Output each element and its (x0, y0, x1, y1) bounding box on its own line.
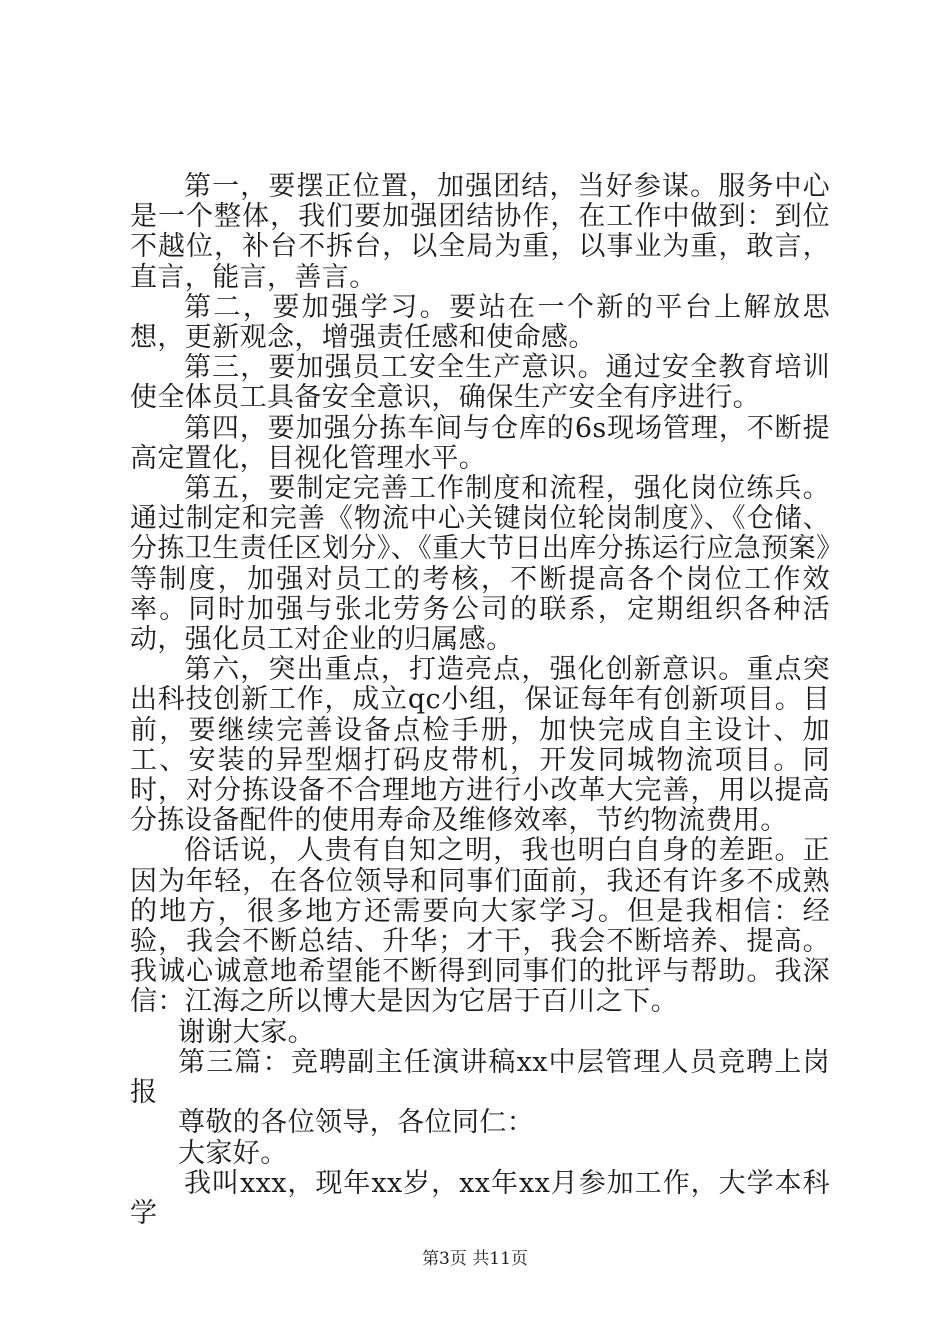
paragraph-3: 第三，要加强员工安全生产意识。通过安全教育培训使全体员工具备安全意识，确保生产安全有序进行。 (130, 352, 830, 414)
paragraph-4: 第四，要加强分拣车间与仓库的6s现场管理，不断提高定置化，目视化管理水平。 (130, 412, 830, 474)
salutation: 尊敬的各位领导，各位同仁： (178, 1107, 535, 1139)
page-footer: 第3页 共11页 (422, 1249, 528, 1269)
section-heading: 第三篇：竞聘副主任演讲稿xx中层管理人员竞聘上岗报 (130, 1046, 830, 1109)
paragraph-2: 第二，要加强学习。要站在一个新的平台上解放思想，更新观念，增强责任感和使命感。 (130, 291, 830, 354)
paragraph-intro: 我叫xxx，现年xx岁，xx年xx月参加工作，大学本科学 (130, 1167, 830, 1229)
paragraph-5: 第五，要制定完善工作制度和流程，强化岗位练兵。通过制定和完善《物流中心关键岗位轮岗制度》、《仓储、分拣卫生责任区划分》、《重大节日出库分拣运行应急预案》等制度，加强对员工的考核，不断提高各个岗位工作效率。同时加强与张北劳务公司的联系，定期组织各种活动，强化员工对企业的归属感。 (130, 473, 830, 656)
paragraph-thanks: 谢谢大家。 (178, 1016, 315, 1048)
greeting: 大家好。 (178, 1137, 288, 1169)
paragraph-6: 第六，突出重点，打造亮点，强化创新意识。重点突出科技创新工作，成立qc小组，保证每年有创新项目。目前，要继续完善设备点检手册，加快完成自主设计、加工、安装的异型烟打码皮带机，开发同城物流项目。同时，对分拣设备不合理地方进行小改革大完善，用以提高分拣设备配件的使用寿命及维修效率，节约物流费用。 (130, 654, 830, 837)
paragraph-7: 俗话说，人贵有自知之明，我也明白自身的差距。正因为年轻，在各位领导和同事们面前，我还有许多不成熟的地方，很多地方还需要向大家学习。但是我相信：经验，我会不断总结、升华；才干，我会不断培养、提高。我诚心诚意地希望能不断得到同事们的批评与帮助。我深信：江海之所以博大是因为它居于百川之下。 (130, 835, 830, 1018)
paragraph-1: 第一，要摆正位置，加强团结，当好参谋。服务中心是一个整体，我们要加强团结协作，在工作中做到：到位不越位，补台不拆台，以全局为重，以事业为重，敢言，直言，能言，善言。 (130, 171, 830, 293)
document-body (130, 172, 830, 1229)
